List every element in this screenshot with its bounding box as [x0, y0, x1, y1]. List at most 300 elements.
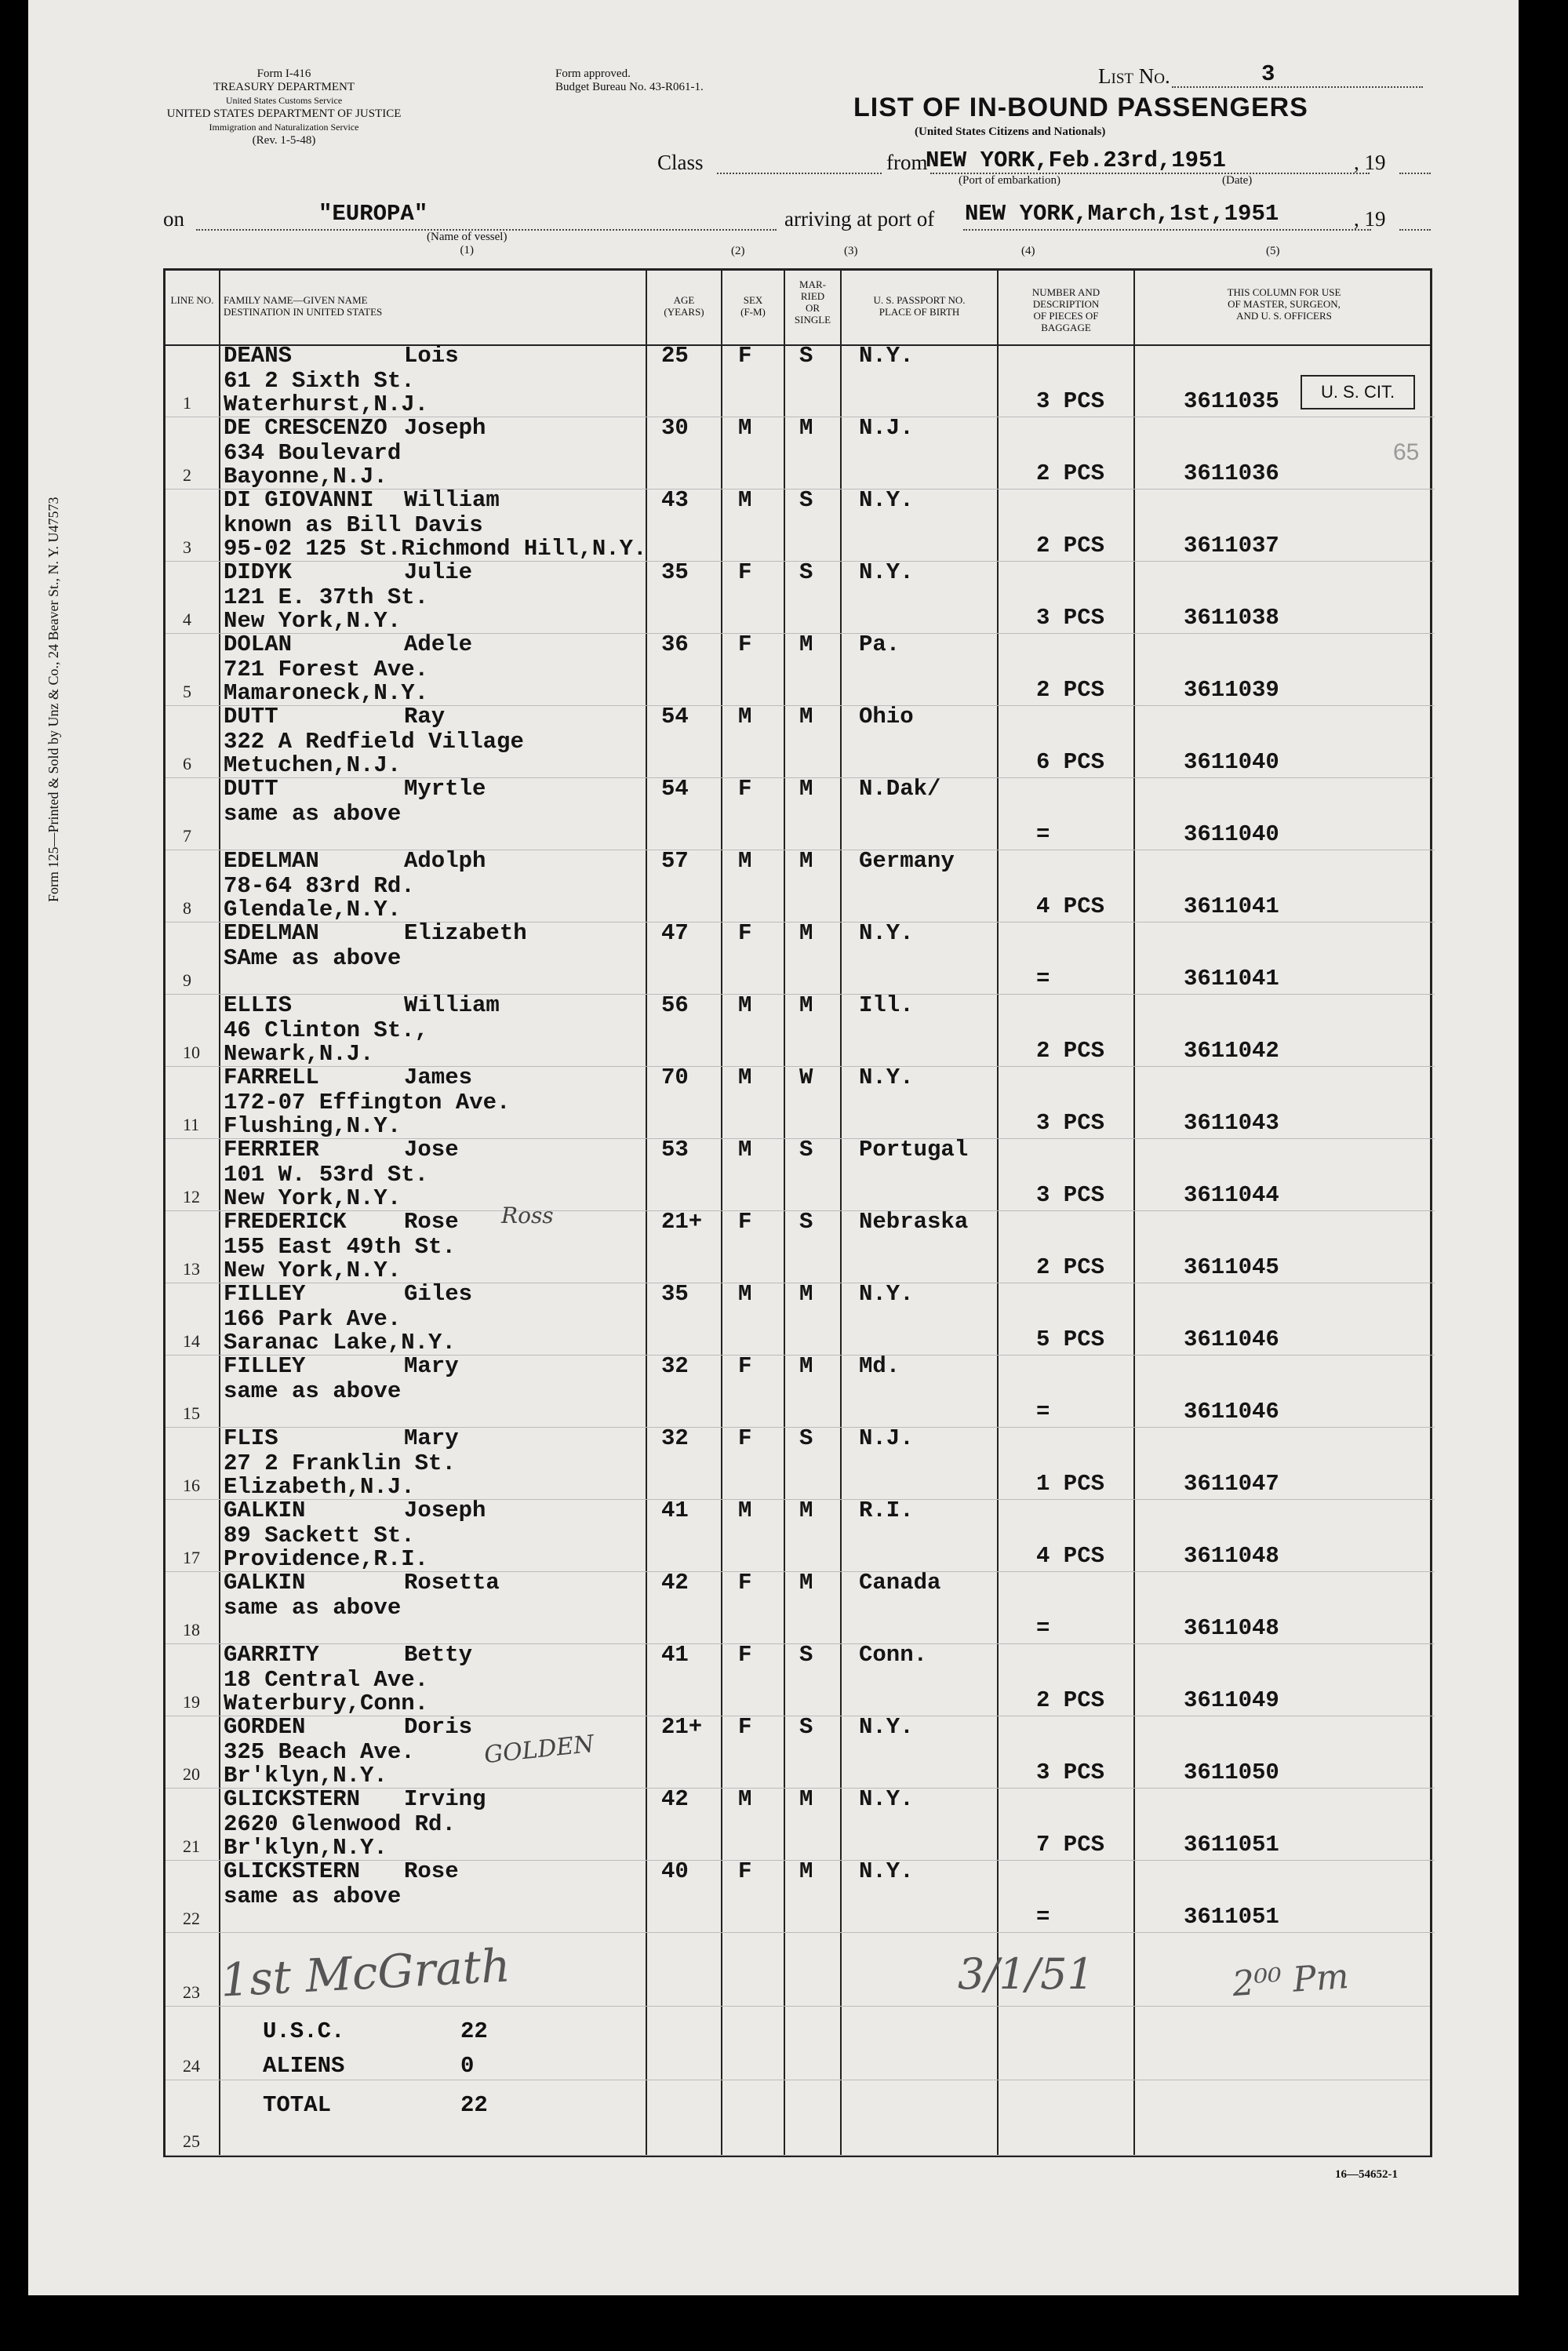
officer-number: 3611045	[1184, 1254, 1279, 1280]
address-line2: 95-02 125 St.Richmond Hill,N.Y.	[224, 536, 647, 562]
age: 32	[661, 1353, 689, 1379]
line-number: 21	[183, 1836, 200, 1856]
baggage: 3 PCS	[1036, 1182, 1105, 1208]
address-line1: 325 Beach Ave.	[224, 1739, 415, 1765]
table-row	[166, 1209, 1435, 1284]
aliens-value: 0	[460, 2053, 475, 2079]
approval-line2: Budget Bureau No. 43-R061-1.	[555, 81, 704, 93]
marital-status: M	[799, 1498, 813, 1523]
marital-status: S	[799, 1425, 813, 1451]
marital-status: S	[799, 1137, 813, 1163]
col-num-3: (3)	[844, 245, 858, 257]
sex: F	[738, 776, 752, 802]
baggage: =	[1036, 821, 1050, 847]
total-value: 22	[460, 2092, 488, 2118]
form-block	[158, 67, 409, 147]
date-caption: (Date)	[1222, 174, 1253, 187]
usc-label: U.S.C.	[263, 2018, 345, 2044]
address-line2: New York,N.Y.	[224, 1185, 402, 1211]
us-citizen-stamp: U. S. CIT.	[1301, 375, 1415, 409]
vessel-caption-text: (Name of vessel)	[427, 231, 508, 243]
from-year-suffix: , 19	[1354, 151, 1386, 174]
arriving-year-suffix: , 19	[1354, 207, 1386, 231]
sex: M	[738, 1281, 752, 1307]
given-name: William	[404, 487, 500, 513]
passenger-table	[163, 268, 1432, 2157]
place-of-birth: N.J.	[859, 415, 914, 441]
header-married: MAR- RIED OR SINGLE	[794, 278, 831, 326]
customs-service: United States Customs Service	[225, 95, 343, 106]
address-line2: Br'klyn,N.Y.	[224, 1835, 387, 1861]
side-print-text: Form 125—Printed & Sold by Unz & Co., 24 Beaver St., N. Y. U47573	[45, 497, 61, 902]
address-line1: same as above	[224, 1595, 402, 1621]
sex: M	[738, 1137, 752, 1163]
family-name: FREDERICK	[224, 1209, 347, 1235]
table-row	[166, 1065, 1435, 1140]
table-row	[166, 1858, 1435, 1934]
marital-status: W	[799, 1065, 813, 1090]
baggage: 7 PCS	[1036, 1832, 1105, 1858]
family-name: FILLEY	[224, 1281, 306, 1307]
age: 35	[661, 1281, 689, 1307]
address-line1: 46 Clinton St.,	[224, 1017, 429, 1043]
address-line2: Metuchen,N.J.	[224, 752, 402, 778]
baggage: 5 PCS	[1036, 1327, 1105, 1352]
age: 41	[661, 1498, 689, 1523]
ins-service: Immigration and Naturalization Service	[209, 122, 359, 133]
arriving-label: arriving at port of	[784, 207, 935, 231]
handwritten-ross: Ross	[501, 1203, 554, 1228]
marital-status: S	[799, 559, 813, 585]
baggage: 2 PCS	[1036, 677, 1105, 703]
baggage: 3 PCS	[1036, 388, 1105, 414]
baggage: 3 PCS	[1036, 1760, 1105, 1785]
age: 43	[661, 487, 689, 513]
sex: F	[738, 920, 752, 946]
officer-number: 3611048	[1184, 1543, 1279, 1569]
line-number: 19	[183, 1692, 200, 1712]
given-name: Irving	[404, 1786, 486, 1812]
sex: F	[738, 1353, 752, 1379]
family-name: DE CRESCENZO	[224, 415, 387, 441]
family-name: DEANS	[224, 343, 293, 369]
given-name: Rose	[404, 1858, 459, 1884]
officer-number: 3611048	[1184, 1615, 1279, 1641]
age: 42	[661, 1570, 689, 1596]
table-row	[166, 1281, 1435, 1356]
col-num-2: (2)	[731, 245, 745, 257]
officer-number: 3611041	[1184, 893, 1279, 919]
officer-number: 3611040	[1184, 821, 1279, 847]
address-line1: 18 Central Ave.	[224, 1667, 429, 1693]
given-name: Rosetta	[404, 1570, 500, 1596]
table-row	[166, 1642, 1435, 1717]
age: 41	[661, 1642, 689, 1668]
table-row	[166, 1353, 1435, 1428]
header-baggage: NUMBER AND DESCRIPTION OF PIECES OF BAGGAGE	[1031, 286, 1101, 333]
given-name: James	[404, 1065, 473, 1090]
age: 36	[661, 631, 689, 657]
line-number: 8	[183, 898, 191, 918]
sex: F	[738, 1425, 752, 1451]
vessel-caption-num: (1)	[460, 244, 474, 257]
officer-number: 3611042	[1184, 1038, 1279, 1064]
port-embark-caption: (Port of embarkation)	[959, 174, 1060, 187]
sex: F	[738, 343, 752, 369]
given-name: Joseph	[404, 1498, 486, 1523]
family-name: FILLEY	[224, 1353, 306, 1379]
class-label: Class	[657, 151, 704, 174]
baggage: =	[1036, 1904, 1050, 1930]
baggage: 3 PCS	[1036, 605, 1105, 631]
col-num-4: (4)	[1021, 245, 1035, 257]
baggage: 1 PCS	[1036, 1471, 1105, 1497]
age: 56	[661, 992, 689, 1018]
address-line1: 2620 Glenwood Rd.	[224, 1811, 456, 1837]
sex: M	[738, 1065, 752, 1090]
table-row	[166, 1137, 1435, 1212]
table-row	[166, 1570, 1435, 1645]
place-of-birth: Ohio	[859, 704, 914, 730]
given-name: Lois	[404, 343, 459, 369]
place-of-birth: N.Y.	[859, 1786, 914, 1812]
address-line1: same as above	[224, 1883, 402, 1909]
line-number: 6	[183, 754, 191, 773]
place-of-birth: N.Y.	[859, 1065, 914, 1090]
line-number: 2	[183, 465, 191, 485]
table-row	[166, 1498, 1435, 1573]
given-name: Ray	[404, 704, 446, 730]
line-number: 24	[183, 2056, 200, 2076]
line-number: 10	[183, 1043, 200, 1062]
address-line2: New York,N.Y.	[224, 608, 402, 634]
place-of-birth: Conn.	[859, 1642, 928, 1668]
line-number: 14	[183, 1331, 200, 1351]
given-name: Joseph	[404, 415, 486, 441]
usc-value: 22	[460, 2018, 488, 2044]
address-line1: 172-07 Effington Ave.	[224, 1090, 511, 1115]
approval-block	[555, 67, 704, 94]
address-line1: 322 A Redfield Village	[224, 729, 524, 755]
address-line2: Bayonne,N.J.	[224, 464, 387, 489]
header-passport: U. S. PASSPORT NO. PLACE OF BIRTH	[873, 294, 966, 318]
list-no-label: List No.	[1098, 64, 1170, 88]
given-name: Rose	[404, 1209, 459, 1235]
sex: F	[738, 1570, 752, 1596]
sex: M	[738, 487, 752, 513]
family-name: DIDYK	[224, 559, 293, 585]
officer-number: 3611036	[1184, 460, 1279, 486]
baggage: 2 PCS	[1036, 1687, 1105, 1713]
officer-number: 3611040	[1184, 749, 1279, 775]
table-row	[166, 631, 1435, 707]
officer-number: 3611047	[1184, 1471, 1279, 1497]
handwritten-signature: 1st McGrath	[219, 1938, 512, 2007]
marital-status: M	[799, 776, 813, 802]
header-age: AGE (YEARS)	[664, 294, 704, 318]
address-line1: same as above	[224, 801, 402, 827]
handwritten-golden: GOLDEN	[482, 1730, 596, 1770]
marital-status: M	[799, 848, 813, 874]
sex: F	[738, 631, 752, 657]
sex: F	[738, 1209, 752, 1235]
address-line2: Glendale,N.Y.	[224, 897, 402, 923]
sex: F	[738, 1642, 752, 1668]
place-of-birth: Nebraska	[859, 1209, 969, 1235]
family-name: GLICKSTERN	[224, 1858, 361, 1884]
table-row	[166, 848, 1435, 923]
marital-status: M	[799, 1353, 813, 1379]
table-row	[166, 776, 1435, 851]
baggage: 2 PCS	[1036, 460, 1105, 486]
marital-status: M	[799, 704, 813, 730]
officer-number: 3611046	[1184, 1399, 1279, 1425]
place-of-birth: N.Y.	[859, 1858, 914, 1884]
age: 47	[661, 920, 689, 946]
table-row	[166, 343, 1435, 418]
address-line1: 121 E. 37th St.	[224, 584, 429, 610]
given-name: Mary	[404, 1353, 459, 1379]
baggage: =	[1036, 1399, 1050, 1425]
marital-status: S	[799, 487, 813, 513]
marital-status: S	[799, 1642, 813, 1668]
given-name: Adele	[404, 631, 473, 657]
address-line1: SAme as above	[224, 945, 402, 971]
officer-number: 3611049	[1184, 1687, 1279, 1713]
address-line2: Newark,N.J.	[224, 1041, 374, 1067]
baggage: 2 PCS	[1036, 1254, 1105, 1280]
address-line1: known as Bill Davis	[224, 512, 483, 538]
baggage: 2 PCS	[1036, 533, 1105, 559]
given-name: William	[404, 992, 500, 1018]
passenger-list-page	[28, 0, 1519, 2295]
age: 21+	[661, 1209, 703, 1235]
baggage: 6 PCS	[1036, 749, 1105, 775]
baggage: 2 PCS	[1036, 1038, 1105, 1064]
line-number: 22	[183, 1909, 200, 1928]
address-line1: 634 Boulevard	[224, 440, 402, 466]
line-number: 17	[183, 1548, 200, 1567]
officer-number: 3611038	[1184, 605, 1279, 631]
address-line2: Waterhurst,N.J.	[224, 391, 429, 417]
total-label: TOTAL	[263, 2092, 332, 2118]
header-line-no: LINE NO.	[170, 294, 214, 306]
list-no-value: 3	[1261, 61, 1275, 87]
place-of-birth: N.Y.	[859, 1281, 914, 1307]
place-of-birth: N.Y.	[859, 559, 914, 585]
address-line2: Elizabeth,N.J.	[224, 1474, 415, 1500]
form-revision: (Rev. 1-5-48)	[252, 134, 316, 147]
family-name: FARRELL	[224, 1065, 319, 1090]
baggage: 4 PCS	[1036, 1543, 1105, 1569]
family-name: DUTT	[224, 704, 278, 730]
on-label: on	[163, 207, 184, 231]
table-row	[166, 920, 1435, 995]
age: 54	[661, 704, 689, 730]
address-line2: Mamaroneck,N.Y.	[224, 680, 429, 706]
address-line1: 61 2 Sixth St.	[224, 368, 415, 394]
family-name: GLICKSTERN	[224, 1786, 361, 1812]
place-of-birth: Portugal	[859, 1137, 969, 1163]
family-name: GALKIN	[224, 1498, 306, 1523]
from-label: from	[886, 151, 928, 174]
table-row	[166, 1425, 1435, 1501]
marital-status: M	[799, 631, 813, 657]
header-officers: THIS COLUMN FOR USE OF MASTER, SURGEON, AND U. S. OFFICERS	[1227, 286, 1341, 322]
family-name: FERRIER	[224, 1137, 319, 1163]
page-subtitle: (United States Citizens and Nationals)	[915, 126, 1106, 138]
age: 25	[661, 343, 689, 369]
address-line1: 101 W. 53rd St.	[224, 1162, 429, 1188]
family-name: GORDEN	[224, 1714, 306, 1740]
marital-status: M	[799, 1786, 813, 1812]
given-name: Jose	[404, 1137, 459, 1163]
officer-number: 3611051	[1184, 1832, 1279, 1858]
baggage: =	[1036, 966, 1050, 992]
age: 35	[661, 559, 689, 585]
officer-number: 3611051	[1184, 1904, 1279, 1930]
given-name: Betty	[404, 1642, 473, 1668]
treasury-dept: TREASURY DEPARTMENT	[213, 81, 355, 93]
place-of-birth: N.Y.	[859, 487, 914, 513]
place-of-birth: N.Y.	[859, 920, 914, 946]
line-number: 4	[183, 610, 191, 629]
age: 40	[661, 1858, 689, 1884]
aliens-label: ALIENS	[263, 2053, 345, 2079]
sex: F	[738, 1714, 752, 1740]
line-number: 12	[183, 1187, 200, 1206]
line-number: 3	[183, 537, 191, 557]
given-name: Mary	[404, 1425, 459, 1451]
place-of-birth: N.J.	[859, 1425, 914, 1451]
sex: F	[738, 559, 752, 585]
approval-line1: Form approved.	[555, 67, 631, 80]
place-of-birth: Md.	[859, 1353, 900, 1379]
officer-number: 3611037	[1184, 533, 1279, 559]
footer-code: 16—54652-1	[1335, 2168, 1398, 2181]
sex: M	[738, 1498, 752, 1523]
address-line1: 89 Sackett St.	[224, 1523, 415, 1549]
place-of-birth: Pa.	[859, 631, 900, 657]
address-line2: Flushing,N.Y.	[224, 1113, 402, 1139]
age: 70	[661, 1065, 689, 1090]
line-number: 7	[183, 826, 191, 846]
officer-number: 3611039	[1184, 677, 1279, 703]
marital-status: M	[799, 1570, 813, 1596]
age: 53	[661, 1137, 689, 1163]
address-line2: Waterbury,Conn.	[224, 1690, 429, 1716]
family-name: DUTT	[224, 776, 278, 802]
line-number: 15	[183, 1403, 200, 1423]
marital-status: S	[799, 1714, 813, 1740]
age: 54	[661, 776, 689, 802]
family-name: EDELMAN	[224, 920, 319, 946]
age: 30	[661, 415, 689, 441]
given-name: Adolph	[404, 848, 486, 874]
officer-number: 3611035	[1184, 388, 1279, 414]
line-number: 25	[183, 2131, 200, 2151]
header-sex: SEX (F-M)	[740, 294, 766, 318]
given-name: Myrtle	[404, 776, 486, 802]
marital-status: M	[799, 1858, 813, 1884]
marital-status: M	[799, 920, 813, 946]
officer-number: 3611044	[1184, 1182, 1279, 1208]
table-row	[166, 415, 1435, 490]
place-of-birth: Ill.	[859, 992, 914, 1018]
family-name: EDELMAN	[224, 848, 319, 874]
margin-mark: 65	[1393, 439, 1420, 465]
officer-number: 3611046	[1184, 1327, 1279, 1352]
place-of-birth: R.I.	[859, 1498, 914, 1523]
place-of-birth: N.Y.	[859, 1714, 914, 1740]
given-name: Elizabeth	[404, 920, 527, 946]
justice-dept: UNITED STATES DEPARTMENT OF JUSTICE	[166, 107, 402, 120]
table-row	[166, 1786, 1435, 1862]
sex: M	[738, 848, 752, 874]
address-line1: 155 East 49th St.	[224, 1234, 456, 1260]
marital-status: S	[799, 1209, 813, 1235]
place-of-birth: Canada	[859, 1570, 941, 1596]
address-line2: Providence,R.I.	[224, 1546, 429, 1572]
address-line1: 27 2 Franklin St.	[224, 1450, 456, 1476]
address-line1: 166 Park Ave.	[224, 1306, 402, 1332]
table-row	[166, 1714, 1435, 1789]
sex: M	[738, 992, 752, 1018]
address-line2: New York,N.Y.	[224, 1257, 402, 1283]
sex: M	[738, 1786, 752, 1812]
header-name: FAMILY NAME—GIVEN NAME DESTINATION IN UNITED STATES	[224, 294, 383, 318]
line-number: 23	[183, 1982, 200, 2002]
line-number: 9	[183, 970, 191, 990]
line-number: 13	[183, 1259, 200, 1279]
sex: M	[738, 415, 752, 441]
line-number: 1	[183, 393, 191, 413]
handwritten-time: 2⁰⁰ Pm	[1231, 1956, 1351, 2005]
col-num-5: (5)	[1266, 245, 1280, 257]
age: 21+	[661, 1714, 703, 1740]
vessel-caption	[427, 231, 507, 257]
line-number: 11	[183, 1115, 200, 1134]
line-number: 18	[183, 1620, 200, 1640]
family-name: DOLAN	[224, 631, 293, 657]
place-of-birth: Germany	[859, 848, 955, 874]
vessel-name: "EUROPA"	[318, 201, 428, 227]
address-line2: Saranac Lake,N.Y.	[224, 1330, 456, 1356]
line-number: 16	[183, 1476, 200, 1495]
marital-status: M	[799, 992, 813, 1018]
place-of-birth: N.Y.	[859, 343, 914, 369]
address-line1: 721 Forest Ave.	[224, 657, 429, 682]
marital-status: M	[799, 415, 813, 441]
age: 32	[661, 1425, 689, 1451]
sex: F	[738, 1858, 752, 1884]
given-name: Doris	[404, 1714, 473, 1740]
address-line1: same as above	[224, 1378, 402, 1404]
marital-status: M	[799, 1281, 813, 1307]
handwritten-date: 3/1/51	[958, 1949, 1094, 1999]
given-name: Giles	[404, 1281, 473, 1307]
officer-number: 3611043	[1184, 1110, 1279, 1136]
form-number: Form I-416	[256, 67, 311, 80]
place-of-birth: N.Dak/	[859, 776, 941, 802]
marital-status: S	[799, 343, 813, 369]
age: 42	[661, 1786, 689, 1812]
given-name: Julie	[404, 559, 473, 585]
line-number: 20	[183, 1764, 200, 1784]
baggage: 3 PCS	[1036, 1110, 1105, 1136]
line-number: 5	[183, 682, 191, 701]
address-line2: Br'klyn,N.Y.	[224, 1763, 387, 1789]
